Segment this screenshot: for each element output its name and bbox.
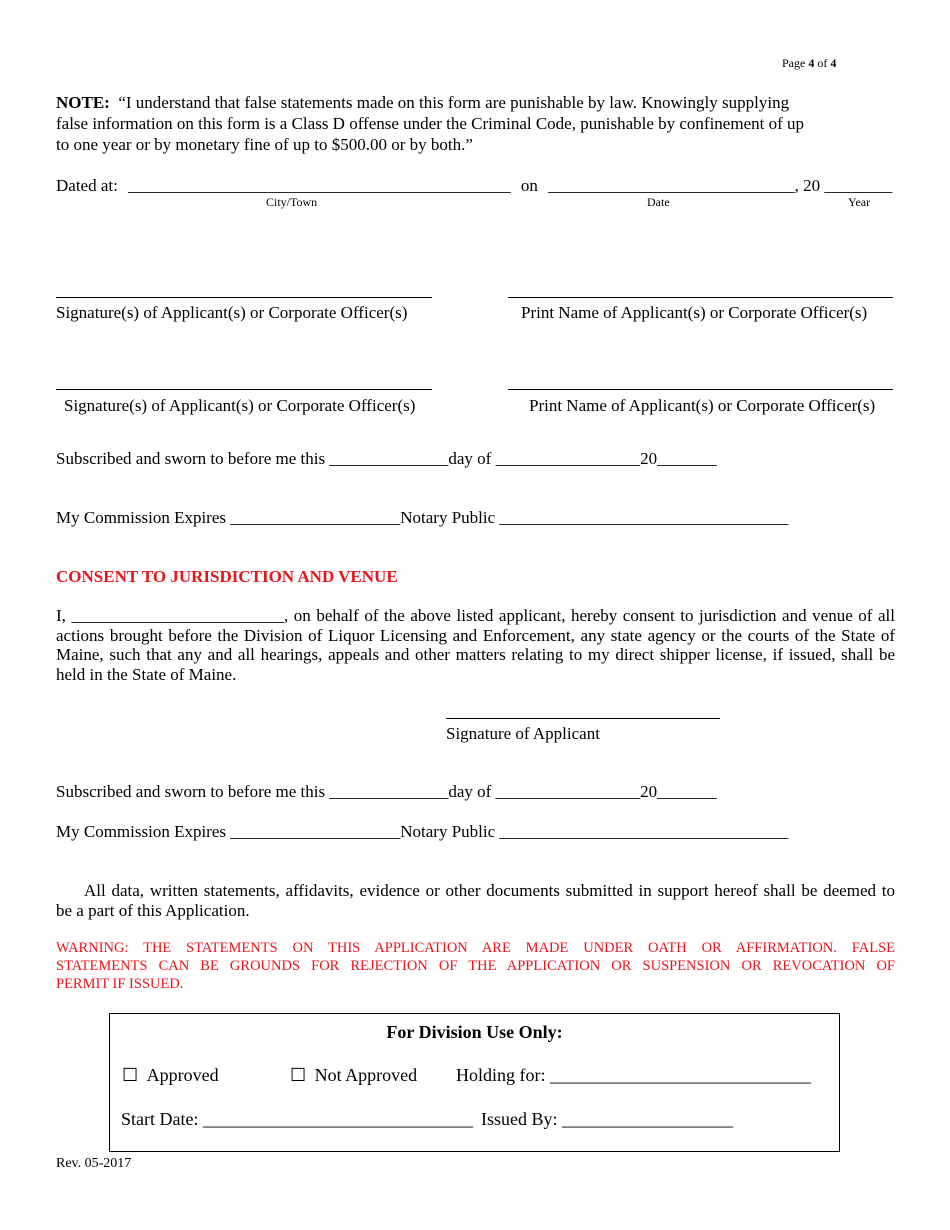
page-word: Page xyxy=(782,56,806,70)
statement-line-1: All data, written statements, affidavits, evidence or other documents submitted in support hereof shall be deemed to xyxy=(84,881,895,900)
note-paragraph xyxy=(56,92,896,155)
date-field[interactable]: _____________________________ xyxy=(548,176,795,195)
approved-checkbox[interactable]: ☐ xyxy=(122,1065,139,1085)
subscribed-line-1[interactable]: Subscribed and sworn to before me this ______________day of _________________20_______ xyxy=(56,449,717,468)
signature-line-2[interactable] xyxy=(56,389,432,390)
not-approved-checkbox[interactable]: ☐ xyxy=(290,1065,307,1085)
year-prefix: , 20 xyxy=(794,176,821,195)
on-label: on xyxy=(520,176,538,195)
dated-row xyxy=(56,176,896,196)
applicant-signature-label: Signature of Applicant xyxy=(446,724,600,743)
signature-label-2: Signature(s) of Applicant(s) or Corporate Officer(s) xyxy=(64,396,416,415)
consent-heading: CONSENT TO JURISDICTION AND VENUE xyxy=(56,567,398,586)
signature-line-1[interactable] xyxy=(56,297,432,298)
page-total: 4 xyxy=(830,56,837,70)
holding-for-field[interactable]: Holding for: _____________________________ xyxy=(456,1065,811,1085)
issued-by-field[interactable]: Issued By: ___________________ xyxy=(481,1109,733,1129)
revision-label: Rev. 05-2017 xyxy=(56,1156,132,1171)
warning-line-3: PERMIT IF ISSUED. xyxy=(56,976,184,992)
page-number xyxy=(782,56,836,71)
year-field[interactable]: ________ xyxy=(824,176,893,195)
print-name-line-2[interactable] xyxy=(508,389,893,390)
warning-paragraph xyxy=(56,939,895,993)
warning-line-1: WARNING: THE STATEMENTS ON THIS APPLICATION ARE MADE UNDER OATH OR AFFIRMATION. FALSE xyxy=(56,940,895,956)
print-name-label-1: Print Name of Applicant(s) or Corporate Officer(s) xyxy=(521,303,868,322)
note-line-3: to one year or by monetary fine of up to $500.00 or by both.” xyxy=(56,135,473,154)
approved-option[interactable] xyxy=(122,1065,219,1086)
not-approved-label: Not Approved xyxy=(314,1065,418,1085)
consent-line-1[interactable]: I, _________________________, on behalf of the above listed applicant, hereby consent to jurisdiction and venue of all xyxy=(56,606,895,625)
dated-label: Dated at: xyxy=(56,176,118,195)
consent-line-4: held in the State of Maine. xyxy=(56,664,237,684)
commission-line-2[interactable]: My Commission Expires ____________________Notary Public __________________________________ xyxy=(56,822,789,841)
print-name-label-2: Print Name of Applicant(s) or Corporate Officer(s) xyxy=(529,396,876,415)
print-name-line-1[interactable] xyxy=(508,297,893,298)
consent-line-2: actions brought before the Division of Liquor Licensing and Enforcement, any state agency or the courts of the State of xyxy=(56,625,895,645)
consent-paragraph xyxy=(56,606,895,684)
division-use-box xyxy=(109,1013,840,1152)
signature-label-1: Signature(s) of Applicant(s) or Corporate Officer(s) xyxy=(56,303,408,322)
approved-label: Approved xyxy=(146,1065,219,1085)
city-caption: City/Town xyxy=(266,195,318,209)
note-line-1: NOTE: “I understand that false statements made on this form are punishable by law. Knowingly supplying xyxy=(56,93,790,112)
city-field[interactable]: _____________________________________________ xyxy=(128,176,511,195)
date-caption: Date xyxy=(647,195,670,209)
start-date-field[interactable]: Start Date: ______________________________ xyxy=(121,1109,473,1129)
note-label: NOTE: xyxy=(56,93,110,112)
page-current: 4 xyxy=(808,56,815,70)
commission-line-1[interactable]: My Commission Expires ____________________Notary Public __________________________________ xyxy=(56,508,789,527)
statement-paragraph xyxy=(56,881,895,920)
statement-line-2: be a part of this Application. xyxy=(56,900,250,920)
note-line-2: false information on this form is a Class D offense under the Criminal Code, punishable by confinement of up xyxy=(56,114,805,133)
not-approved-option[interactable] xyxy=(290,1065,417,1086)
consent-line-3: Maine, such that any and all hearings, appeals and other matters relating to my direct shipper license, if issued, shall be xyxy=(56,645,895,664)
applicant-signature-line[interactable] xyxy=(446,718,720,719)
subscribed-line-2[interactable]: Subscribed and sworn to before me this ______________day of _________________20_______ xyxy=(56,782,717,801)
warning-line-2: STATEMENTS CAN BE GROUNDS FOR REJECTION OF THE APPLICATION OR SUSPENSION OR REVOCATION OF xyxy=(56,958,895,974)
division-use-title: For Division Use Only: xyxy=(386,1022,563,1042)
page-of: of xyxy=(817,56,828,70)
year-caption: Year xyxy=(848,195,871,209)
